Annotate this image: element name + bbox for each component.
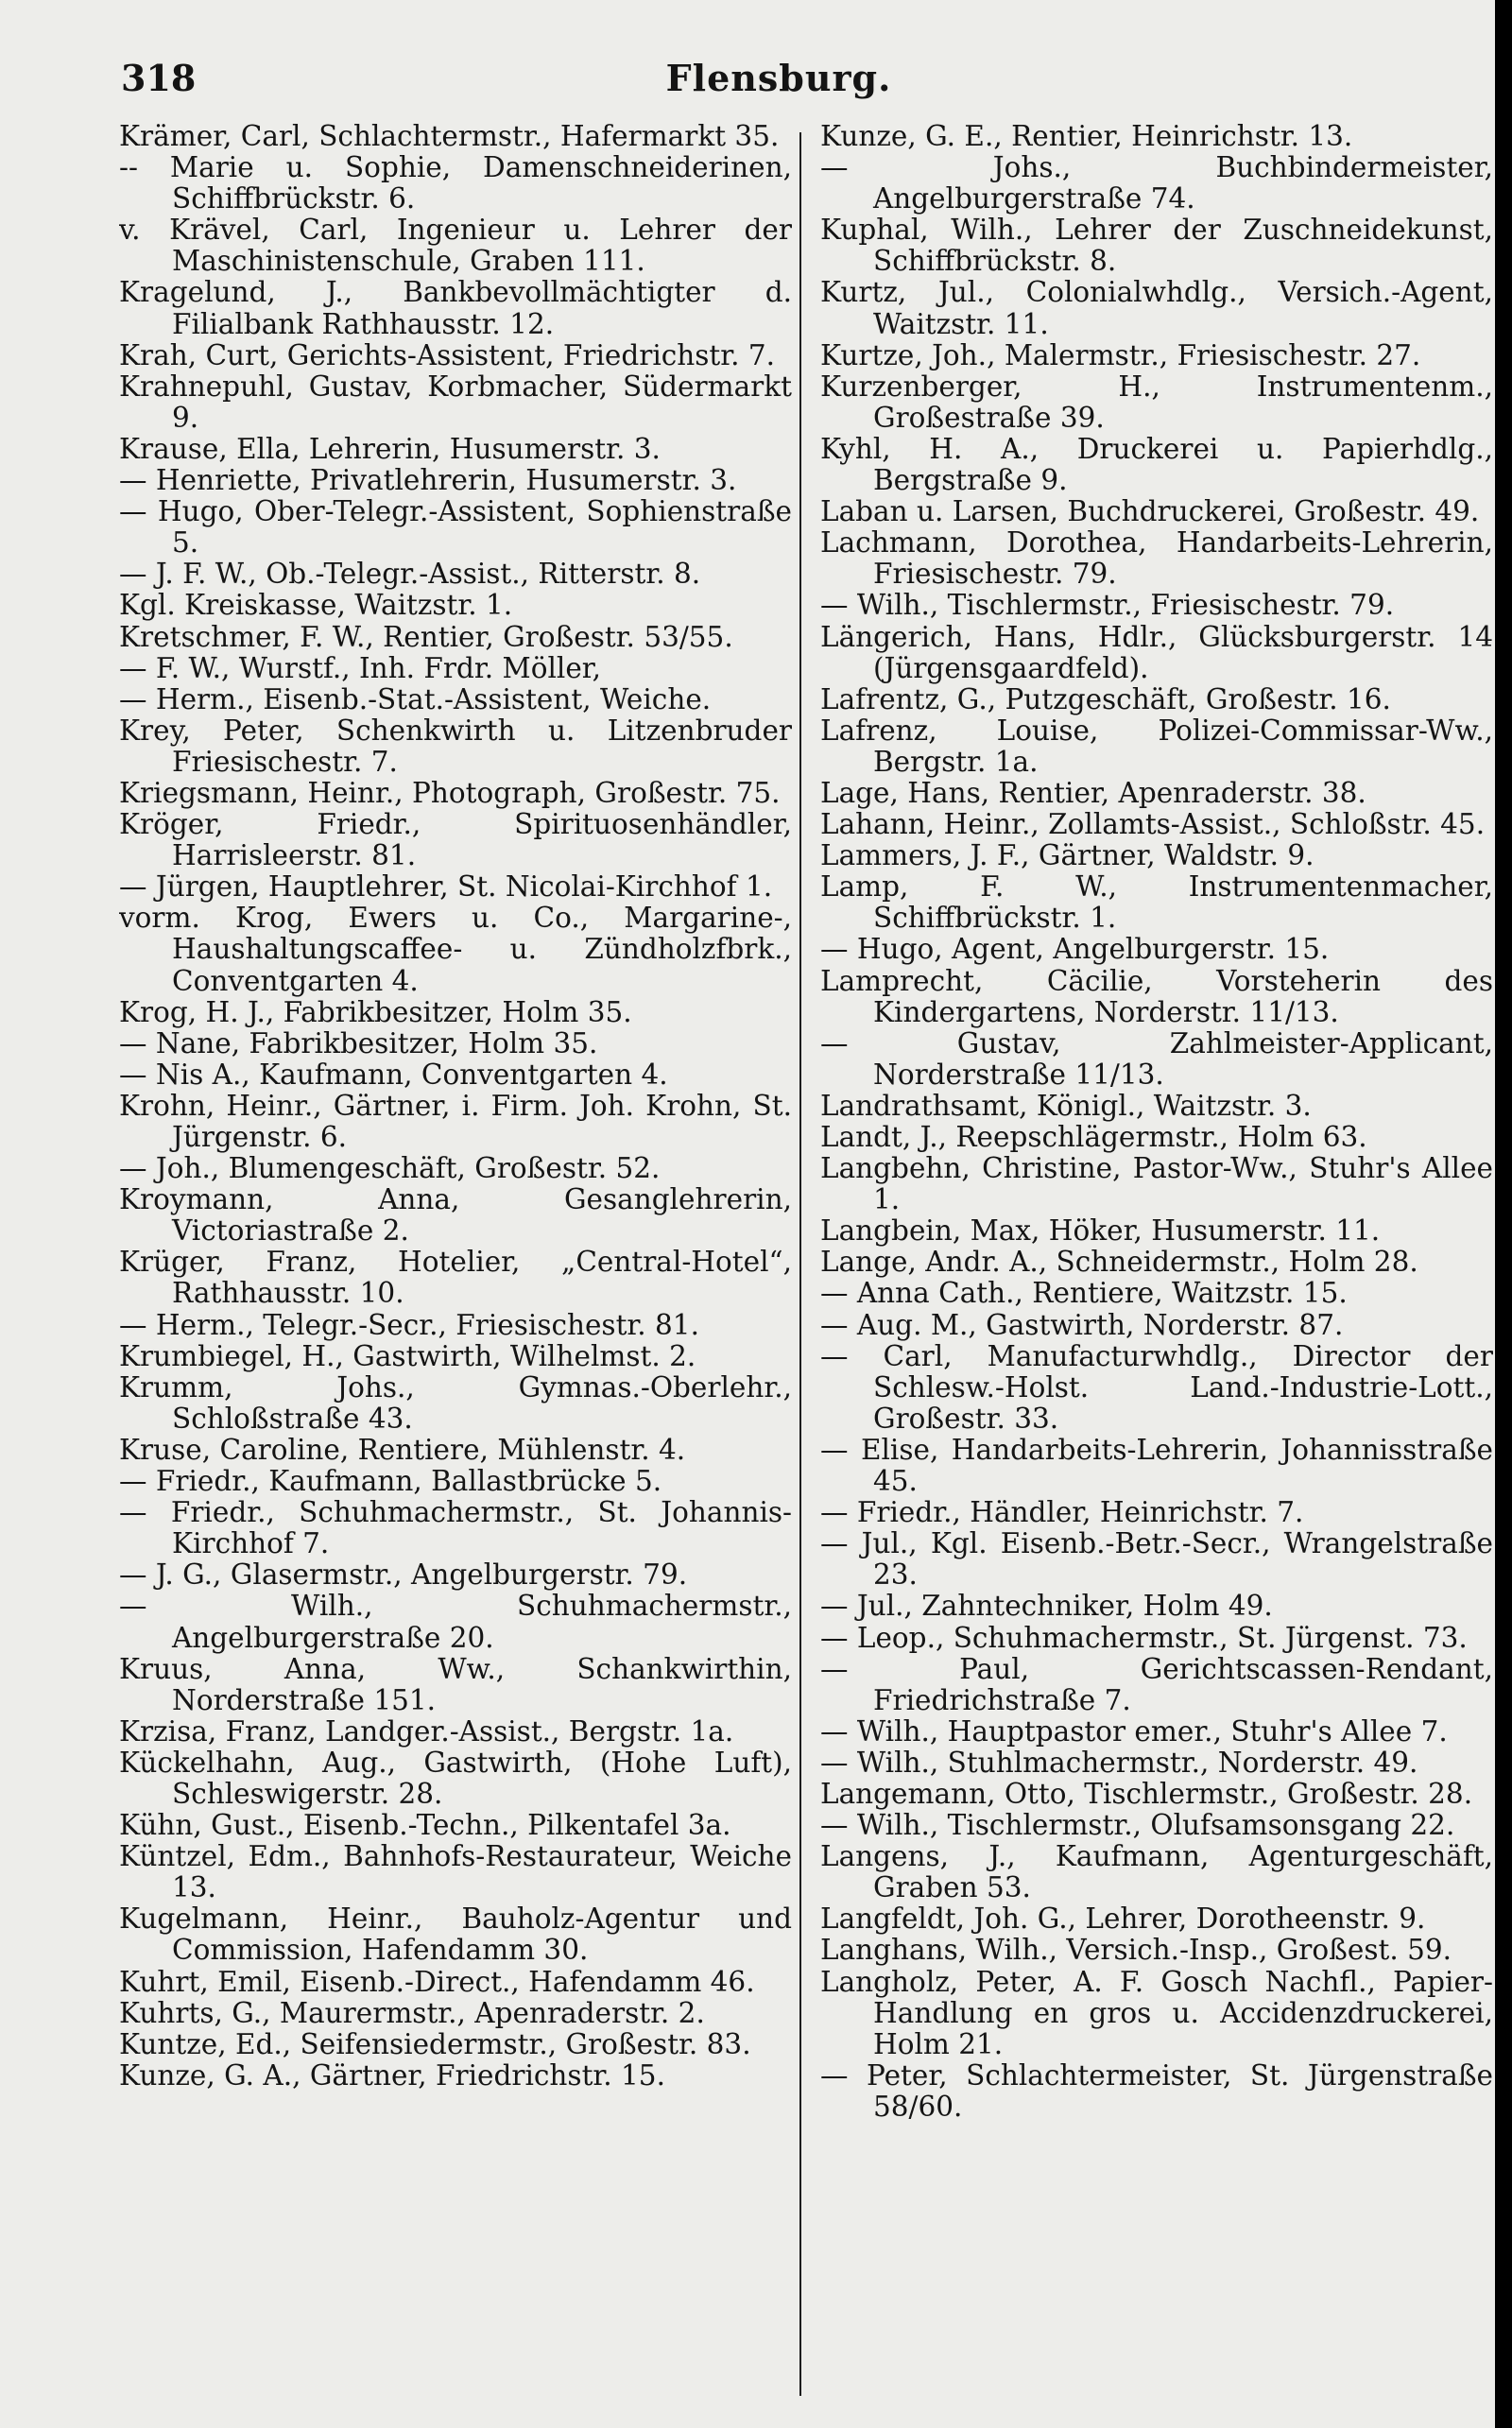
directory-entry: — Gustav, Zahlmeister-Applicant, Norderstraße 11/13.: [820, 1026, 1493, 1091]
directory-entry: Kugelmann, Heinr., Bauholz-Agentur und Commission, Hafendamm 30.: [119, 1903, 792, 1967]
directory-entry: — J. G., Glasermstr., Angelburgerstr. 79.: [119, 1558, 688, 1592]
directory-entry: Kühn, Gust., Eisenb.-Techn., Pilkentafel 3a.: [119, 1809, 731, 1842]
directory-entry: — Jul., Zahntechniker, Holm 49.: [820, 1590, 1273, 1623]
directory-entry: Kyhl, H. A., Druckerei u. Papierhdlg., Bergstraße 9.: [820, 432, 1493, 497]
directory-entry: Kriegsmann, Heinr., Photograph, Großestr. 75.: [119, 776, 781, 809]
directory-entry: Landrathsamt, Königl., Waitzstr. 3.: [820, 1089, 1312, 1122]
directory-entry: — Wilh., Hauptpastor emer., Stuhr's Allee 7.: [820, 1714, 1448, 1748]
directory-entry: Kruus, Anna, Ww., Schankwirthin, Norderstraße 151.: [119, 1652, 792, 1716]
right-column: [820, 121, 1493, 2408]
directory-entry: Krause, Ella, Lehrerin, Husumerstr. 3.: [119, 432, 661, 465]
left-column: [119, 121, 792, 2408]
directory-entry: Lafrenz, Louise, Polizei-Commissar-Ww., Bergstr. 1a.: [820, 714, 1493, 778]
directory-entry: — Jürgen, Hauptlehrer, St. Nicolai-Kirchhof 1.: [119, 870, 773, 904]
directory-entry: Kurtze, Joh., Malermstr., Friesischestr. 27.: [820, 338, 1421, 371]
directory-entry: — Friedr., Händler, Heinrichstr. 7.: [820, 1496, 1304, 1529]
directory-entry: — Wilh., Schuhmachermstr., Angelburgerstraße 20.: [119, 1590, 792, 1654]
directory-entry: — Wilh., Stuhlmachermstr., Norderstr. 49.: [820, 1746, 1418, 1779]
page-header: [121, 53, 1436, 110]
directory-entry: — F. W., Wurstf., Inh. Frdr. Möller,: [119, 651, 602, 684]
directory-entry: — Wilh., Tischlermstr., Friesischestr. 79.: [820, 589, 1395, 622]
directory-entry: Krah, Curt, Gerichts-Assistent, Friedrichstr. 7.: [119, 338, 776, 371]
directory-entry: Lahann, Heinr., Zollamts-Assist., Schloßstr. 45.: [820, 808, 1486, 841]
directory-entry: Krohn, Heinr., Gärtner, i. Firm. Joh. Krohn, St. Jürgenstr. 6.: [119, 1089, 792, 1153]
directory-entry: Lamprecht, Cäcilie, Vorsteherin des Kindergartens, Norderstr. 11/13.: [820, 964, 1493, 1028]
column-divider: [799, 132, 801, 2396]
directory-entry: Kunze, G. E., Rentier, Heinrichstr. 13.: [820, 121, 1353, 152]
directory-entry: Krumm, Johs., Gymnas.-Oberlehr., Schloßstraße 43.: [119, 1370, 792, 1435]
directory-entry: Langholz, Peter, A. F. Gosch Nachfl., Papier-Handlung en gros u. Accidenzdruckerei, Holm 21.: [820, 1965, 1493, 2060]
directory-entry: -- Marie u. Sophie, Damenschneiderinen, Schiffbrückstr. 6.: [119, 151, 792, 215]
directory-entry: Längerich, Hans, Hdlr., Glücksburgerstr. 14 (Jürgensgaardfeld).: [820, 620, 1493, 684]
directory-entry: Langbehn, Christine, Pastor-Ww., Stuhr's Allee 1.: [820, 1152, 1493, 1216]
directory-entry: Kuhrt, Emil, Eisenb.-Direct., Hafendamm 46.: [119, 1965, 755, 1998]
directory-entry: — J. F. W., Ob.-Telegr.-Assist., Ritterstr. 8.: [119, 558, 701, 591]
directory-entry: — Anna Cath., Rentiere, Waitzstr. 15.: [820, 1277, 1348, 1310]
page-number: 318: [121, 57, 197, 99]
directory-entry: — Hugo, Ober-Telegr.-Assistent, Sophienstraße 5.: [119, 495, 792, 560]
directory-entry: Kroymann, Anna, Gesanglehrerin, Victoriastraße 2.: [119, 1183, 792, 1248]
directory-entry: Lafrentz, G., Putzgeschäft, Großestr. 16.: [820, 682, 1391, 715]
directory-entry: Krumbiegel, H., Gastwirth, Wilhelmst. 2.: [119, 1339, 696, 1372]
directory-entry: Kuntze, Ed., Seifensiedermstr., Großestr. 83.: [119, 2027, 751, 2060]
directory-entry: Lachmann, Dorothea, Handarbeits-Lehrerin, Friesischestr. 79.: [820, 526, 1493, 591]
directory-entry: Langens, J., Kaufmann, Agenturgeschäft, Graben 53.: [820, 1840, 1493, 1904]
directory-entry: — Carl, Manufacturwhdlg., Director der Schlesw.-Holst. Land.-Industrie-Lott., Großestr. 33.: [820, 1339, 1493, 1435]
directory-entry: — Peter, Schlachtermeister, St. Jürgenstraße 58/60.: [820, 2058, 1493, 2123]
directory-entry: — Paul, Gerichtscassen-Rendant, Friedrichstraße 7.: [820, 1652, 1493, 1716]
directory-entry: Langemann, Otto, Tischlermstr., Großestr. 28.: [820, 1777, 1473, 1810]
directory-entry: Kröger, Friedr., Spirituosenhändler, Harrisleerstr. 81.: [119, 808, 792, 872]
directory-entry: — Johs., Buchbindermeister, Angelburgerstraße 74.: [820, 151, 1493, 215]
directory-entry: — Herm., Eisenb.-Stat.-Assistent, Weiche.: [119, 682, 712, 715]
directory-entry: — Aug. M., Gastwirth, Norderstr. 87.: [820, 1308, 1344, 1341]
directory-entry: — Hugo, Agent, Angelburgerstr. 15.: [820, 933, 1330, 966]
directory-entry: Kretschmer, F. W., Rentier, Großestr. 53/55.: [119, 620, 733, 653]
directory-entry: Kunze, G. A., Gärtner, Friedrichstr. 15.: [119, 2058, 665, 2092]
directory-entry: Krzisa, Franz, Landger.-Assist., Bergstr. 1a.: [119, 1714, 734, 1748]
directory-entry: — Wilh., Tischlermstr., Olufsamsonsgang 22.: [820, 1809, 1455, 1842]
directory-entry: Langhans, Wilh., Versich.-Insp., Großest. 59.: [820, 1934, 1452, 1967]
directory-entry: Lange, Andr. A., Schneidermstr., Holm 28.: [820, 1246, 1418, 1279]
directory-entry: Kurzenberger, H., Instrumentenm., Großestraße 39.: [820, 370, 1493, 434]
directory-entry: Kgl. Kreiskasse, Waitzstr. 1.: [119, 589, 513, 622]
scan-edge: [1495, 0, 1512, 2428]
directory-entry: Kuhrts, G., Maurermstr., Apenraderstr. 2.: [119, 1996, 705, 2029]
directory-entry: — Elise, Handarbeits-Lehrerin, Johannisstraße 45.: [820, 1433, 1493, 1498]
directory-entry: Lammers, J. F., Gärtner, Waldstr. 9.: [820, 839, 1314, 872]
directory-entry: Kurtz, Jul., Colonialwhdlg., Versich.-Agent, Waitzstr. 11.: [820, 276, 1493, 340]
directory-entry: Krey, Peter, Schenkwirth u. Litzenbruder Friesischestr. 7.: [119, 714, 792, 778]
directory-entry: Laban u. Larsen, Buchdruckerei, Großestr. 49.: [820, 495, 1480, 528]
directory-entry: — Leop., Schuhmachermstr., St. Jürgenst. 73.: [820, 1621, 1468, 1654]
directory-entry: Lamp, F. W., Instrumentenmacher, Schiffbrückstr. 1.: [820, 870, 1493, 935]
directory-entry: Kückelhahn, Aug., Gastwirth, (Hohe Luft), Schleswigerstr. 28.: [119, 1746, 792, 1810]
directory-entry: Landt, J., Reepschlägermstr., Holm 63.: [820, 1121, 1367, 1153]
directory-entry: Kragelund, J., Bankbevollmächtigter d. Filialbank Rathhausstr. 12.: [119, 276, 792, 340]
directory-entry: — Nane, Fabrikbesitzer, Holm 35.: [119, 1026, 598, 1059]
directory-entry: Langfeldt, Joh. G., Lehrer, Dorotheenstr. 9.: [820, 1903, 1426, 1936]
directory-entry: Krämer, Carl, Schlachtermstr., Hafermarkt 35.: [119, 121, 780, 152]
directory-entry: — Friedr., Kaufmann, Ballastbrücke 5.: [119, 1465, 662, 1498]
directory-entry: — Herm., Telegr.-Secr., Friesischestr. 81.: [119, 1308, 699, 1341]
directory-entry: Krog, H. J., Fabrikbesitzer, Holm 35.: [119, 995, 632, 1028]
directory-entry: Kuphal, Wilh., Lehrer der Zuschneidekunst, Schiffbrückstr. 8.: [820, 214, 1493, 278]
directory-entry: Krüger, Franz, Hotelier, „Central-Hotel“, Rathhausstr. 10.: [119, 1246, 792, 1310]
directory-entry: — Jul., Kgl. Eisenb.-Betr.-Secr., Wrangelstraße 23.: [820, 1527, 1493, 1592]
directory-entry: v. Krävel, Carl, Ingenieur u. Lehrer der Maschinistenschule, Graben 111.: [119, 214, 792, 278]
directory-entry: vorm. Krog, Ewers u. Co., Margarine-, Haushaltungscaffee- u. Zündholzfbrk., Conventgarten 4.: [119, 902, 792, 997]
directory-entry: Langbein, Max, Höker, Husumerstr. 11.: [820, 1214, 1381, 1248]
directory-entry: Krahnepuhl, Gustav, Korbmacher, Südermarkt 9.: [119, 370, 792, 434]
directory-entry: Lage, Hans, Rentier, Apenraderstr. 38.: [820, 776, 1366, 809]
directory-entry: Kruse, Caroline, Rentiere, Mühlenstr. 4.: [119, 1433, 686, 1466]
directory-entry: — Henriette, Privatlehrerin, Husumerstr. 3.: [119, 464, 737, 497]
directory-entry: — Joh., Blumengeschäft, Großestr. 52.: [119, 1152, 661, 1185]
directory-entry: — Friedr., Schuhmachermstr., St. Johannis-Kirchhof 7.: [119, 1496, 792, 1560]
directory-entry: Küntzel, Edm., Bahnhofs-Restaurateur, Weiche 13.: [119, 1840, 792, 1904]
running-title: Flensburg.: [665, 57, 892, 99]
directory-entry: — Nis A., Kaufmann, Conventgarten 4.: [119, 1058, 668, 1091]
